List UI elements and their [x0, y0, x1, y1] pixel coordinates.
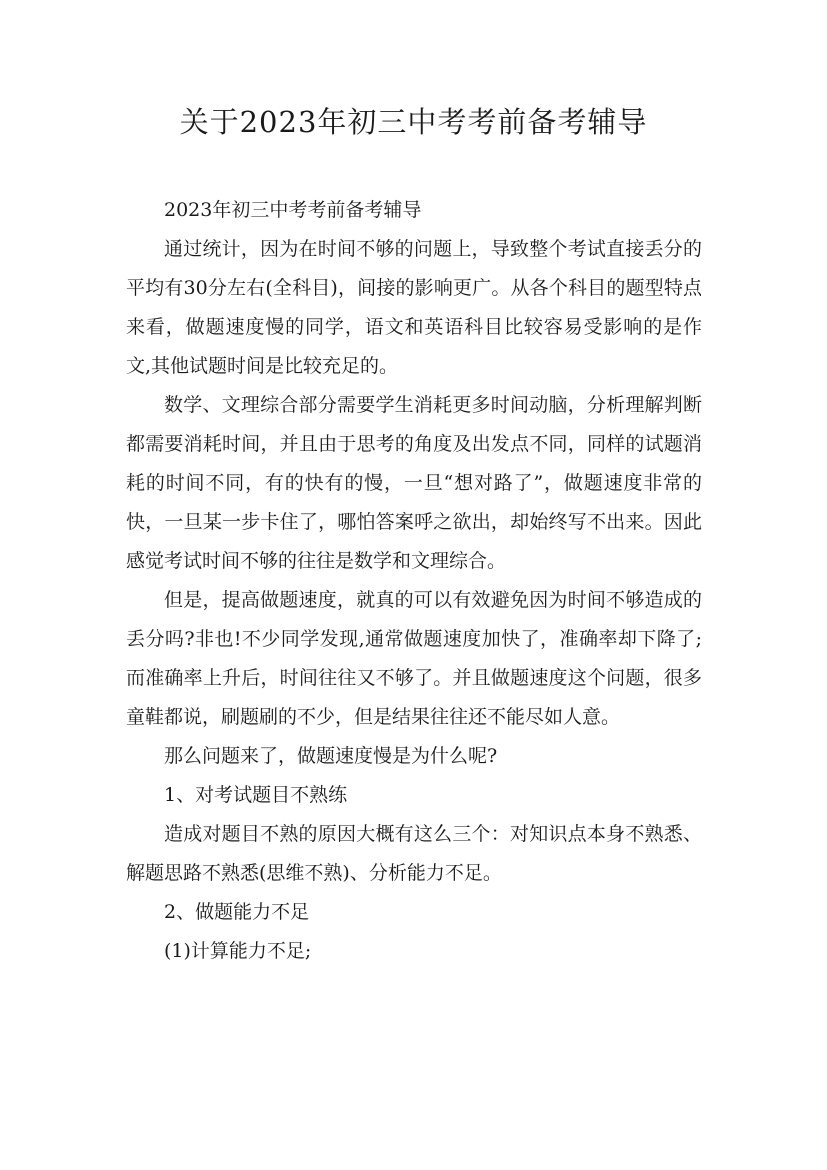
heading-point-1: 1、对考试题目不熟练: [164, 784, 348, 806]
paragraph-statistics: 通过统计，因为在时间不够的问题上，导致整个考试直接丢分的平均有30分左右(全科目)，间接的影响更广。从各个科目的题型特点来看，做题速度慢的同学，语文和英语科目比较容易受影响的是作文,其他试题时间是比较充足的。: [126, 238, 702, 377]
paragraph-speed-accuracy: 但是，提高做题速度，就真的可以有效避免因为时间不够造成的丢分吗?非也!不少同学发现,通常做题速度加快了，准确率却下降了;而准确率上升后，时间往往又不够了。并且做题速度这个问题，很多童鞋都说，刷题刷的不少，但是结果往往还不能尽如人意。: [126, 589, 702, 728]
heading-point-2: 2、做题能力不足: [164, 901, 310, 923]
document-body: [126, 191, 702, 971]
paragraph-subtitle: 2023年初三中考考前备考辅导: [164, 199, 422, 221]
paragraph-math-science: 数学、文理综合部分需要学生消耗更多时间动脑，分析理解判断都需要消耗时间，并且由于思考的角度及出发点不同，同样的试题消耗的时间不同，有的快有的慢，一旦“想对路了”，做题速度非常的快，一旦某一步卡住了，哪怕答案呼之欲出，却始终写不出来。因此感觉考试时间不够的往往是数学和文理综合。: [126, 394, 702, 572]
paragraph-sub-point-1: (1)计算能力不足;: [164, 940, 312, 962]
paragraph-question: 那么问题来了，做题速度慢是为什么呢?: [164, 745, 498, 767]
paragraph-unfamiliar-reasons: 造成对题目不熟的原因大概有这么三个：对知识点本身不熟悉、解题思路不熟悉(思维不熟)、分析能力不足。: [126, 823, 702, 884]
document-title: 关于2023年初三中考考前备考辅导: [179, 105, 648, 139]
